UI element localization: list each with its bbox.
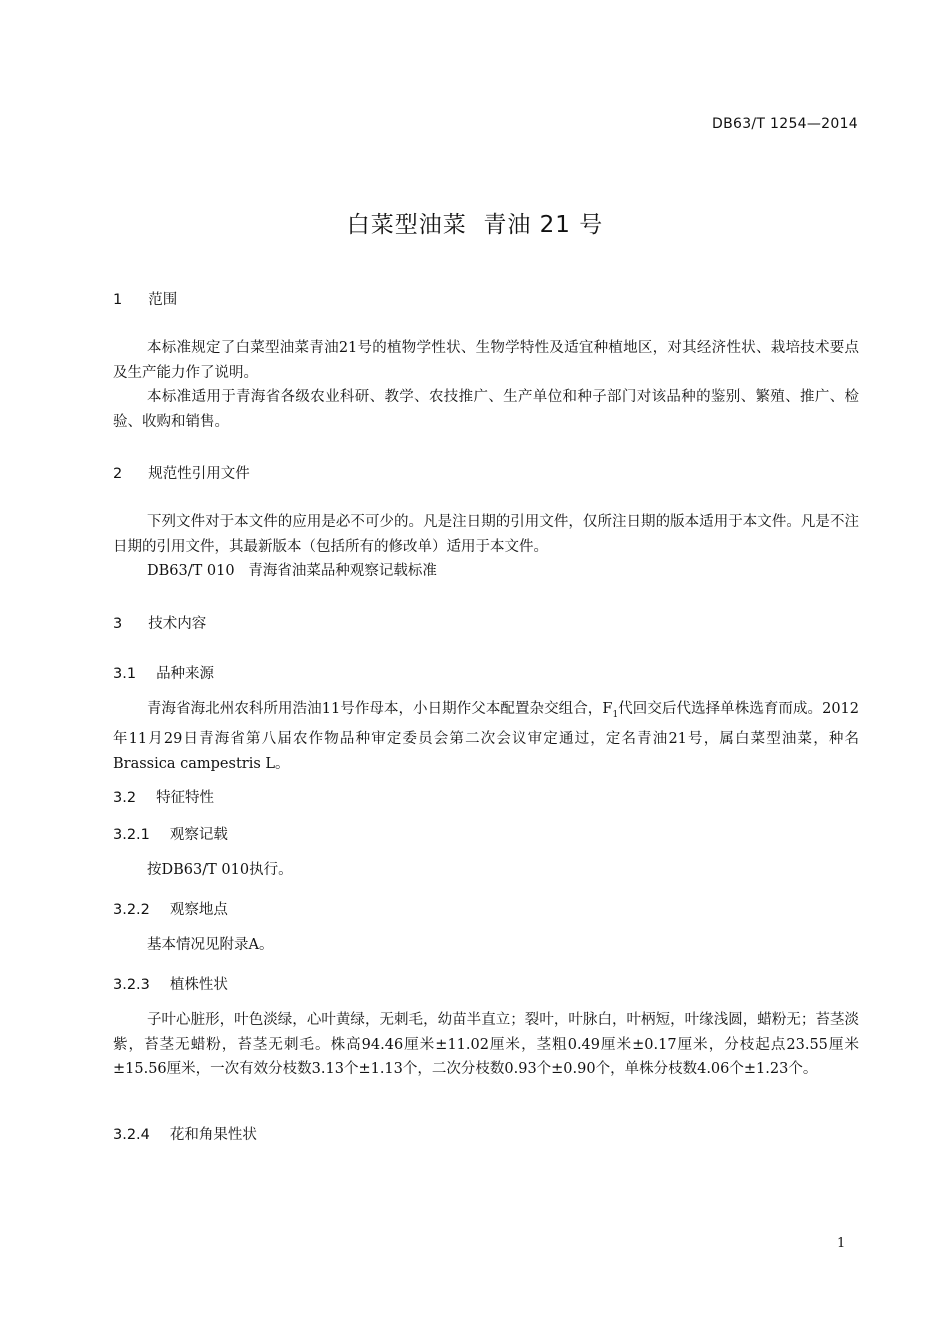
page-title: 白菜型油菜 青油 21 号	[346, 212, 604, 238]
section-title: 技术内容	[148, 616, 207, 632]
reference-item: DB63/T 010 青海省油菜品种观察记载标准	[147, 563, 437, 579]
section-number: 3.1	[113, 666, 137, 682]
origin-subscript: 1	[612, 709, 619, 720]
plant-traits-paragraph: 子叶心脏形，叶色淡绿，心叶黄绿，无刺毛，幼苗半直立；裂叶，叶脉白，叶柄短，叶缘浅圆，蜡粉无；苔茎淡紫，苔茎无蜡粉，苔茎无刺毛。株高94.46厘米±11.02厘米，茎粗0.49厘米±0.17厘米，分枝起点23.55厘米±15.56厘米，一次有效分枝数3.13个±1.13个，二次分枝数0.93个±0.90个，单株分枝数4.06个±1.23个。	[113, 1012, 859, 1077]
origin-paragraph	[113, 697, 859, 776]
section-number: 3.2.4	[113, 1127, 150, 1143]
scope-paragraph-1: 本标准规定了白菜型油菜青油21号的植物学性状、生物学特性及适宜种植地区，对其经济性状、栽培技术要点及生产能力作了说明。	[113, 340, 859, 381]
section-heading-3-2-1	[113, 823, 228, 844]
section-number: 1	[113, 292, 123, 308]
section-number: 3	[113, 616, 123, 632]
section-title: 规范性引用文件	[148, 466, 250, 482]
site-paragraph: 基本情况见附录A。	[147, 937, 274, 953]
section-number: 3.2	[113, 790, 137, 806]
section-title: 品种来源	[156, 666, 215, 682]
section-title: 特征特性	[156, 790, 215, 806]
section-title: 植株性状	[169, 977, 228, 993]
origin-text-b: 代回交后代选择单株选育而成。2012年11月29日青海省第八届农作物品种审定委员会第二次会议审定通过，定名青油21号，属白菜型油菜，种名Brassica campestris L。	[113, 701, 859, 772]
section-heading-3-2	[113, 786, 214, 807]
origin-text-a: 青海省海北州农科所用浩油11号作母本，小日期作父本配置杂交组合，F	[147, 701, 613, 717]
section-number: 3.2.2	[113, 902, 150, 918]
section-title: 观察记载	[169, 827, 228, 843]
section-number: 2	[113, 466, 123, 482]
section-heading-3-2-2	[113, 898, 228, 919]
document-code: DB63/T 1254—2014	[712, 116, 858, 132]
scope-paragraph-2: 本标准适用于青海省各级农业科研、教学、农技推广、生产单位和种子部门对该品种的鉴别、繁殖、推广、检验、收购和销售。	[113, 389, 859, 430]
section-heading-3-2-3	[113, 973, 228, 994]
page-number: 1	[837, 1236, 846, 1251]
record-paragraph: 按DB63/T 010执行。	[147, 862, 293, 878]
section-heading-2	[113, 462, 250, 483]
section-heading-3-1	[113, 662, 214, 683]
section-number: 3.2.1	[113, 827, 150, 843]
section-title: 观察地点	[169, 902, 228, 918]
section-heading-3	[113, 612, 206, 633]
section-title: 范围	[148, 292, 178, 308]
references-paragraph: 下列文件对于本文件的应用是必不可少的。凡是注日期的引用文件，仅所注日期的版本适用于本文件。凡是不注日期的引用文件，其最新版本（包括所有的修改单）适用于本文件。	[113, 514, 859, 555]
section-title: 花和角果性状	[169, 1127, 257, 1143]
section-heading-1	[113, 288, 177, 309]
section-number: 3.2.3	[113, 977, 150, 993]
section-heading-3-2-4	[113, 1123, 257, 1144]
